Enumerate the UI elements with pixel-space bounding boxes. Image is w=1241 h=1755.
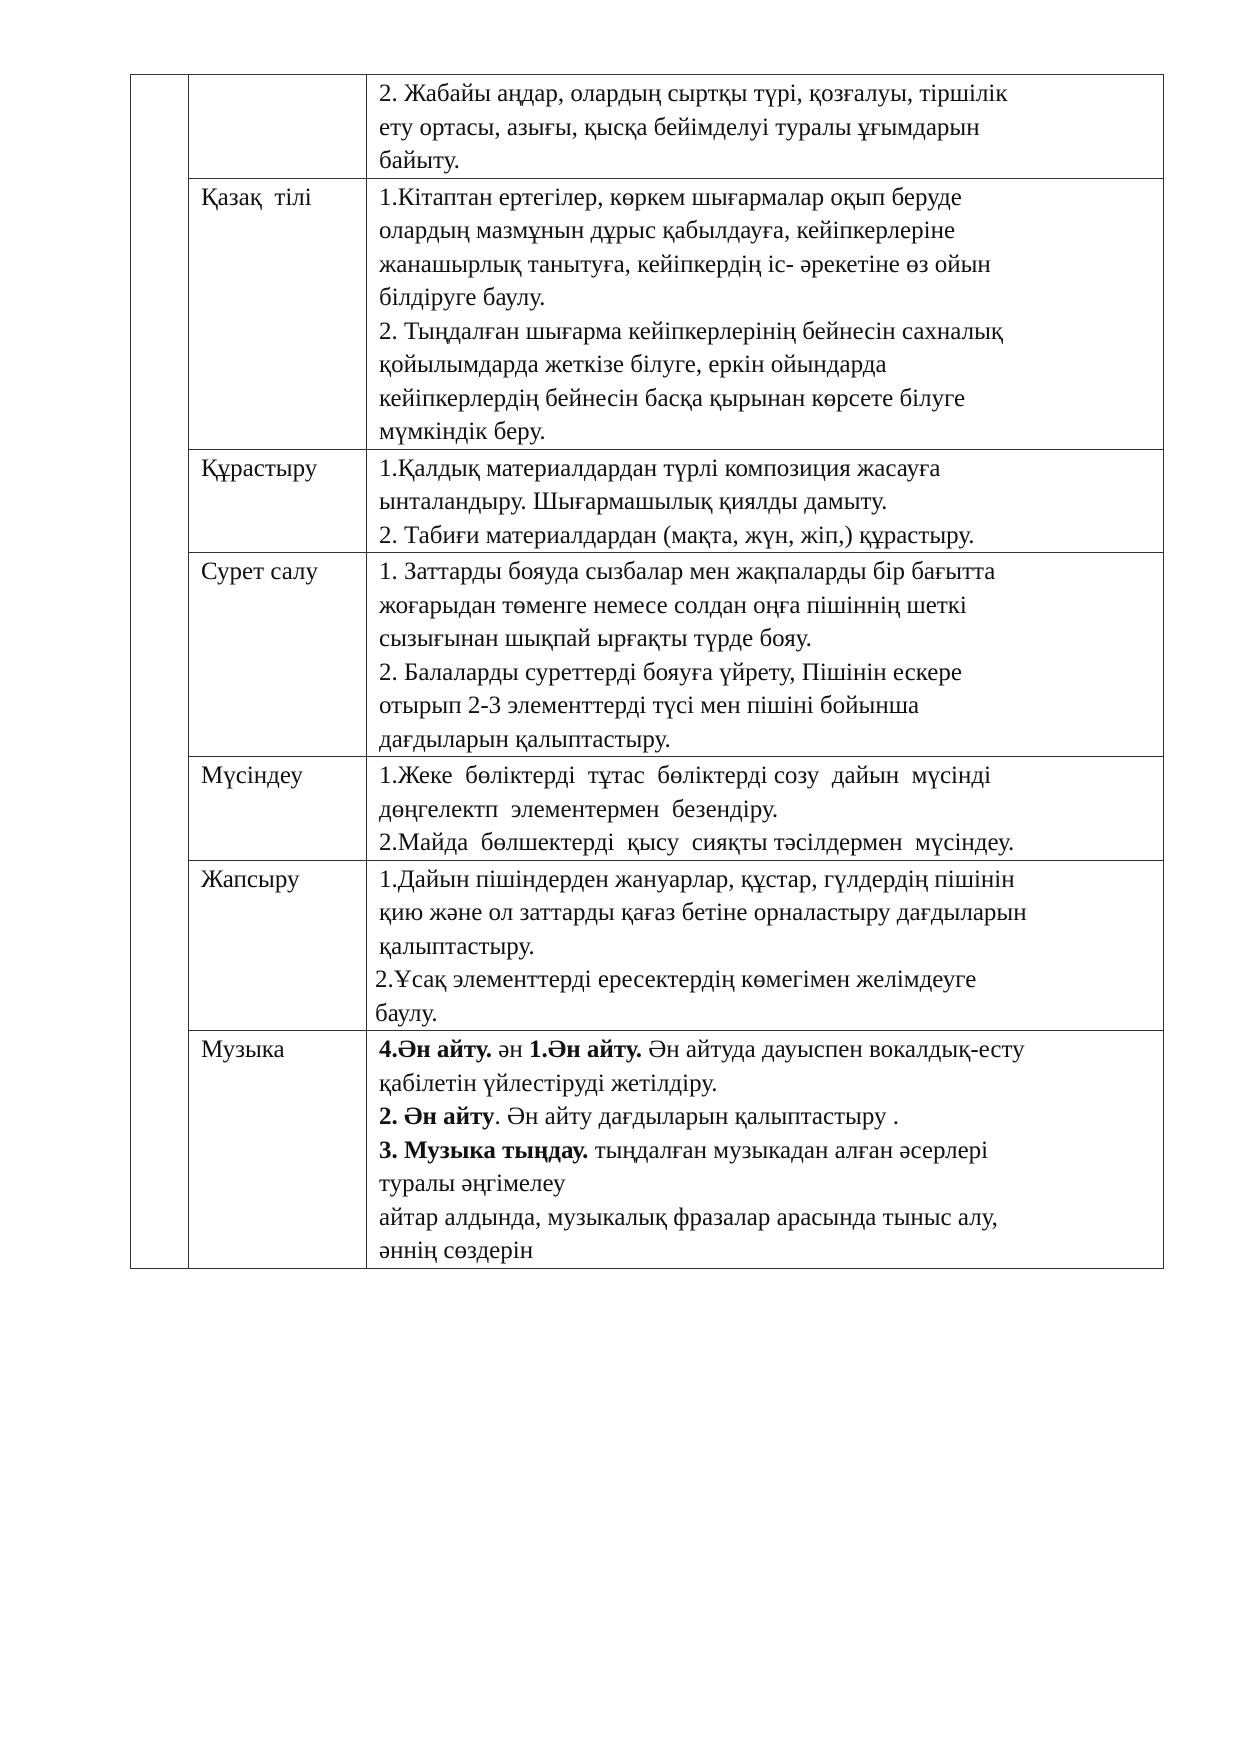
table-row <box>131 860 1164 1031</box>
content-line: қойылымдарда жеткізе білуге, еркін ойындарда <box>379 351 887 378</box>
table-row <box>131 757 1164 861</box>
subject-label: Музыка <box>201 1036 285 1063</box>
section-heading: 2. Ән айту <box>379 1103 495 1130</box>
content-line: 2.Майда бөлшектерді қысу сияқты тәсілдермен мүсіндеу. <box>379 829 1015 856</box>
subject-label: Қазақ тілі <box>201 183 312 211</box>
section-heading: 4.Ән айту. <box>379 1036 492 1063</box>
content-line: отырып 2-3 элементтерді түсі мен пішіні бойынша <box>379 692 920 719</box>
content-line: байыту. <box>379 147 460 174</box>
table-row <box>131 75 1164 179</box>
content-line: қабілетін үйлестіруді жетілдіру. <box>379 1069 718 1097</box>
content-cell <box>367 553 1164 757</box>
table-row <box>131 449 1164 553</box>
content-cell <box>367 178 1164 449</box>
subject-label: Құрастыру <box>201 454 318 482</box>
subject-cell <box>189 449 367 553</box>
content-line: 2. Тыңдалған шығарма кейіпкерлерінің бейнесін сахналық <box>379 317 1004 345</box>
subject-cell <box>189 178 367 449</box>
content-line: ету ортасы, азығы, қысқа бейімделуі туралы ұғымдарын <box>379 113 980 141</box>
subject-label: Мүсіндеу <box>201 762 303 789</box>
subject-cell <box>189 75 367 179</box>
content-cell <box>367 75 1164 179</box>
content-line: 2. Балаларды суреттерді бояуға үйрету, Пішінін ескере <box>379 658 962 686</box>
content-cell <box>367 1031 1164 1269</box>
subject-cell <box>189 553 367 757</box>
subject-label: Сурет салу <box>201 558 319 585</box>
content-line: жоғарыдан төменге немесе солдан оңға пішіннің шеткі <box>379 591 967 619</box>
section-heading: 3. Музыка тыңдау. <box>379 1136 589 1164</box>
table-row <box>131 178 1164 449</box>
content-line: айтар алдында, музыкалық фразалар арасында тыныс алу, <box>379 1203 998 1231</box>
content-cell <box>367 860 1164 1031</box>
content-line: қию және ол заттарды қағаз бетіне орналастыру дағдыларын <box>379 899 1027 926</box>
content-line: 2.Ұсақ элементтерді ересектердің көмегімен желімдеуге <box>375 966 977 993</box>
section-heading: 1.Ән айту. <box>528 1036 642 1063</box>
content-cell <box>367 449 1164 553</box>
subject-label: Жапсыру <box>201 865 300 893</box>
content-line: 2. Жабайы аңдар, олардың сыртқы түрі, қозғалуы, тіршілік <box>379 80 1008 107</box>
content-line: туралы әңгімелеу <box>379 1170 566 1197</box>
subject-cell <box>189 1031 367 1269</box>
content-line: 2. Табиғи материалдардан (мақта, жүн, жіп,) құрастыру. <box>379 521 975 549</box>
content-line: білдіруге баулу. <box>379 284 546 311</box>
content-cell <box>367 757 1164 861</box>
content-line: 1.Қалдық материалдардан түрлі композиция жасауға <box>379 454 941 482</box>
content-line: 1. Заттарды бояуда сызбалар мен жақпаларды бір бағытта <box>379 558 996 585</box>
content-line: дөңгелектп элементермен безендіру. <box>379 795 779 823</box>
content-line: мүмкіндік беру. <box>379 418 546 445</box>
content-line: 1.Кітаптан ертегілер, көркем шығармалар оқып беруде <box>379 183 962 211</box>
content-line: 3. Музыка тыңдау. тыңдалған музыкадан алған әсерлері <box>379 1136 989 1164</box>
subject-cell <box>189 860 367 1031</box>
content-line: 1.Жеке бөліктерді тұтас бөліктерді созу дайын мүсінді <box>379 762 992 789</box>
content-line: әннің сөздерін <box>379 1237 534 1264</box>
content-line: дағдыларын қалыптастыру. <box>379 725 671 753</box>
content-line: ынталандыру. Шығармашылық қиялды дамыту. <box>379 488 888 515</box>
period-cell <box>131 75 189 1269</box>
subject-cell <box>189 757 367 861</box>
content-line: жанашырлық танытуға, кейіпкердің іс- әрекетіне өз ойын <box>379 250 991 278</box>
content-line: олардың мазмұнын дұрыс қабылдауға, кейіпкерлеріне <box>379 217 956 244</box>
content-line: 2. Ән айту. Ән айту дағдыларын қалыптастыру . <box>379 1103 900 1130</box>
content-line: 1.Дайын пішіндерден жануарлар, құстар, гүлдердің пішінін <box>379 865 1015 893</box>
content-line: қалыптастыру. <box>379 932 535 960</box>
table-row <box>131 553 1164 757</box>
table-row <box>131 1031 1164 1269</box>
content-line: 4.Ән айту. ән 1.Ән айту. Ән айтуда дауыспен вокалдық-есту <box>379 1036 1025 1063</box>
content-line: баулу. <box>375 999 438 1027</box>
curriculum-table <box>130 74 1164 1269</box>
content-line: кейіпкерлердің бейнесін басқа қырынан көрсете білуге <box>379 384 966 412</box>
content-line: сызығынан шықпай ырғақты түрде бояу. <box>379 625 812 652</box>
